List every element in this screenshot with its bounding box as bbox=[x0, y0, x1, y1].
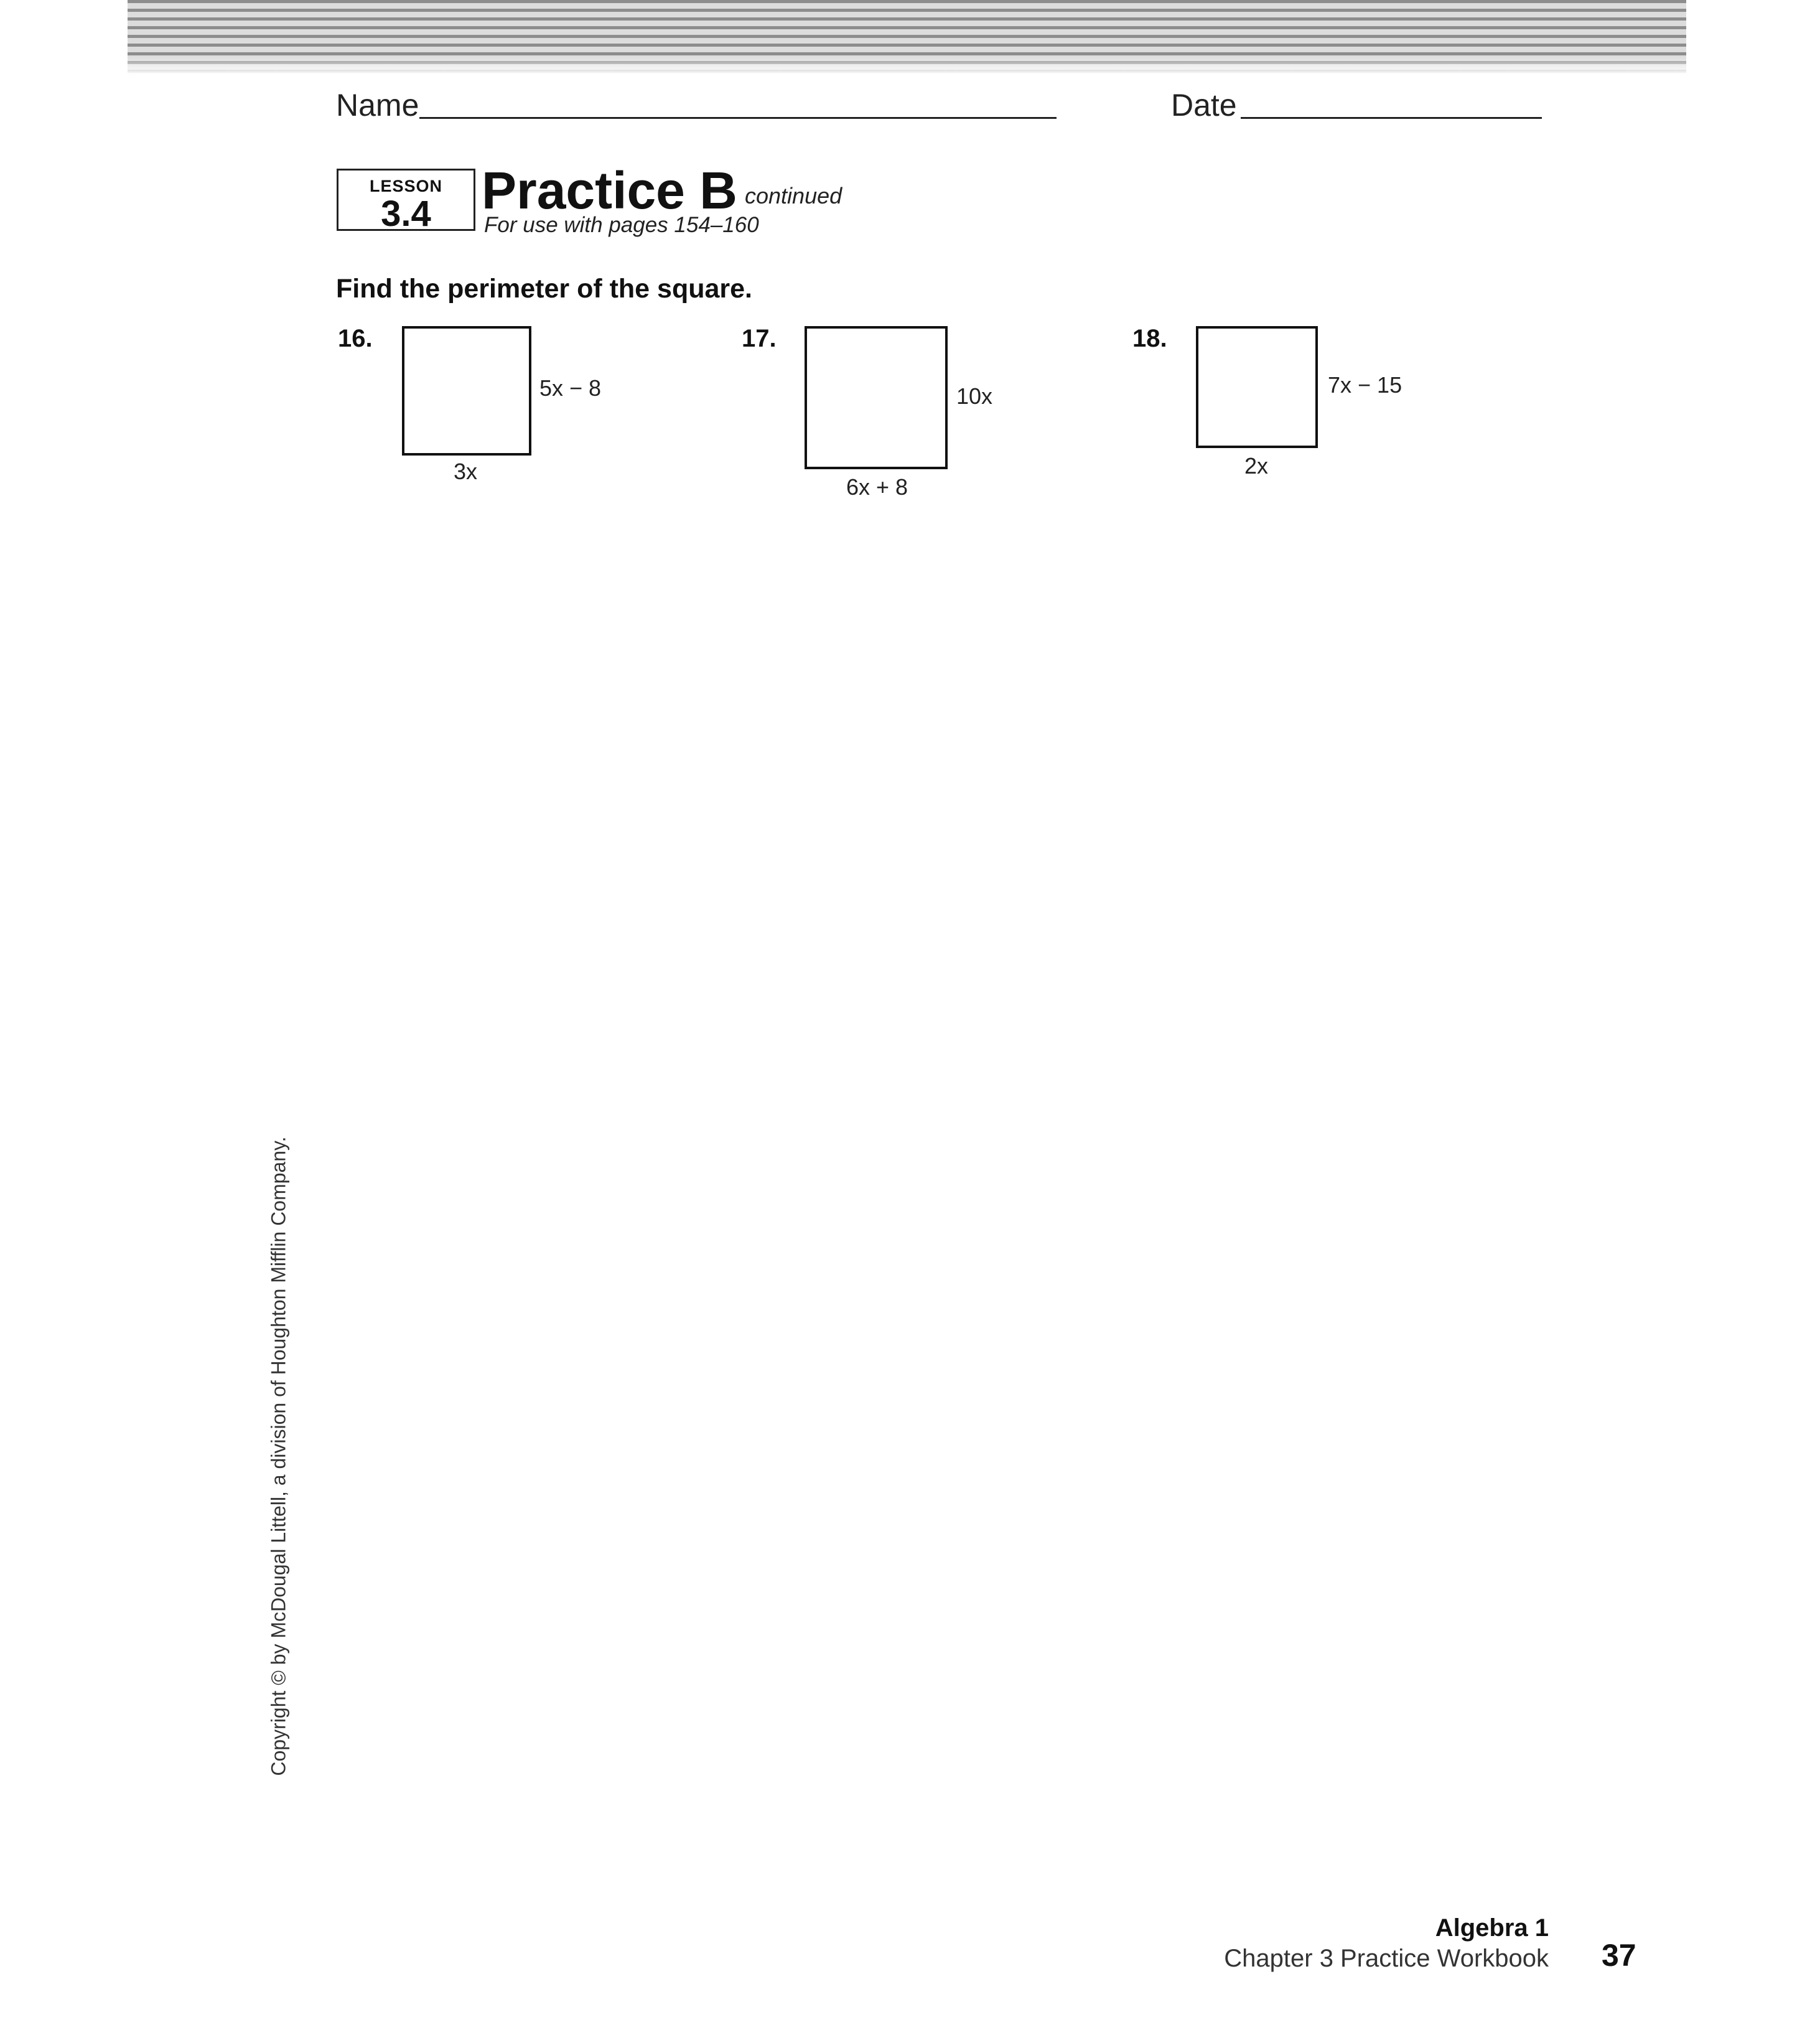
problem-17-square bbox=[805, 326, 948, 469]
problem-17-bottom-label: 6x + 8 bbox=[846, 474, 908, 500]
lesson-number: 3.4 bbox=[381, 194, 431, 234]
page-number: 37 bbox=[1602, 1938, 1636, 1973]
date-field-line bbox=[1241, 117, 1542, 119]
lesson-box bbox=[337, 169, 475, 234]
problem-18-number: 18. bbox=[1132, 325, 1167, 352]
problem-16-bottom-label: 3x bbox=[454, 459, 478, 484]
instruction: Find the perimeter of the square. bbox=[336, 274, 752, 304]
lesson-word: LESSON bbox=[369, 177, 443, 195]
problem-18-square bbox=[1196, 326, 1318, 448]
problem-16-side-label: 5x − 8 bbox=[539, 375, 602, 401]
problem-18-side-label: 7x − 15 bbox=[1328, 372, 1402, 398]
problem-17-side-label: 10x bbox=[956, 383, 993, 409]
problem-18-bottom-label: 2x bbox=[1244, 453, 1269, 479]
header-stripe-bar bbox=[128, 0, 1686, 75]
date-label: Date bbox=[1171, 88, 1237, 123]
name-field-line bbox=[419, 117, 1057, 119]
footer-chapter-title: Chapter 3 Practice Workbook bbox=[1224, 1945, 1549, 1972]
footer-book-title: Algebra 1 bbox=[1435, 1914, 1549, 1942]
copyright-notice: Copyright © by McDougal Littell, a division of Houghton Mifflin Company. bbox=[267, 1136, 290, 1776]
continued-label: continued bbox=[745, 183, 842, 208]
problem-16-square bbox=[402, 326, 531, 456]
problem-17-number: 17. bbox=[742, 325, 777, 352]
problem-16-number: 16. bbox=[338, 325, 373, 352]
page-title: Practice B bbox=[482, 161, 737, 220]
name-label: Name bbox=[336, 88, 419, 123]
pages-note: For use with pages 154–160 bbox=[484, 213, 759, 237]
